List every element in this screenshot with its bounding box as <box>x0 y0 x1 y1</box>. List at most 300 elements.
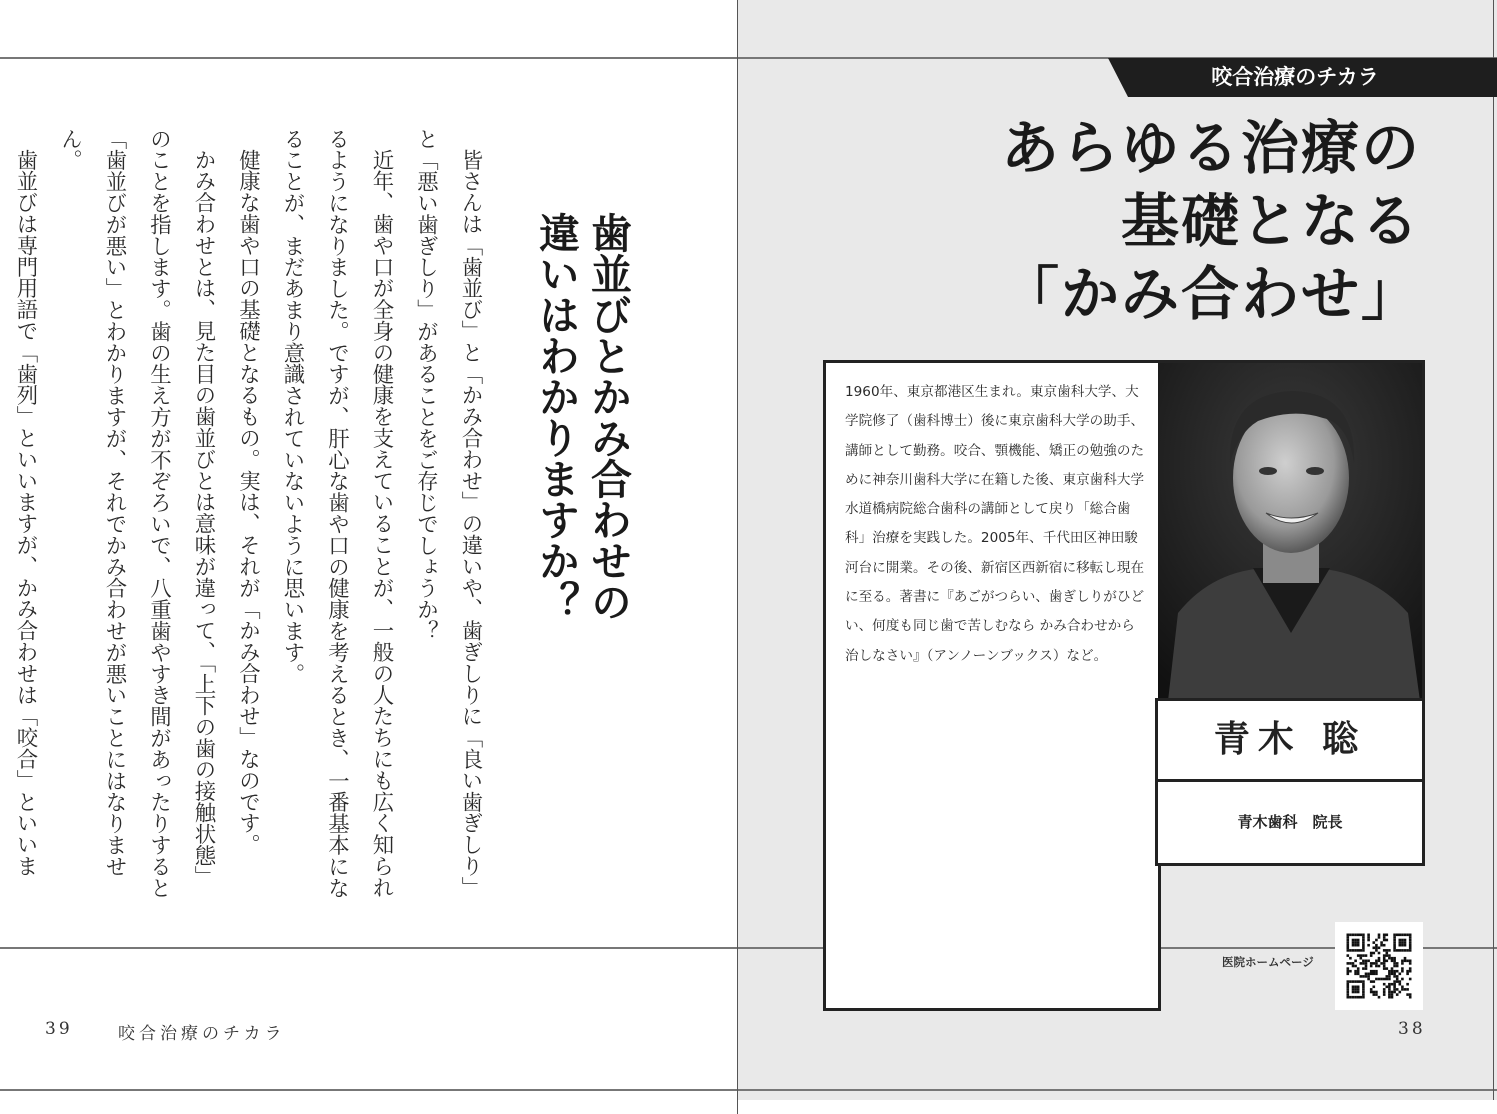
qr-module <box>1367 934 1370 937</box>
qr-module <box>1378 978 1381 981</box>
qr-module <box>1354 941 1357 944</box>
qr-module <box>1388 993 1391 996</box>
qr-module <box>1367 939 1370 942</box>
category-label: 咬合治療のチカラ <box>1211 65 1379 89</box>
qr-module <box>1393 944 1396 947</box>
qr-module <box>1409 944 1412 947</box>
qr-module <box>1373 952 1376 955</box>
profile-bio: 1960年、東京都港区生まれ。東京歯科大学、大学院修了（歯科博士）後に東京歯科大学の助手、講師として勤務。咬合、顎機能、矯正の勉強のために神奈川歯科大学に在籍した後、東京歯科大学水道橋病院総合歯科の講師として戻り「総合歯科」治療を実践した。2005年、千代田区神田駿河台に開業。その後、新宿区西新宿に移転し現在に至る。著書に『あごがつらい、歯ぎしりがひどい、何度も同じ歯で苦しむなら かみ合わせから治しなさい』（アンノーンブックス）など。 <box>845 384 1145 664</box>
qr-label: 医院ホームページ <box>1222 955 1314 969</box>
qr-module <box>1357 991 1360 994</box>
qr-module <box>1347 947 1350 950</box>
qr-module <box>1370 988 1373 991</box>
qr-module <box>1354 973 1357 976</box>
qr-module <box>1391 957 1394 960</box>
qr-module <box>1404 944 1407 947</box>
qr-module <box>1347 954 1350 957</box>
qr-module <box>1406 949 1409 952</box>
page-number-right: 38 <box>1398 1019 1426 1039</box>
qr-module <box>1388 975 1391 978</box>
qr-module <box>1378 952 1381 955</box>
qr-module <box>1347 944 1350 947</box>
qr-module <box>1375 949 1378 952</box>
qr-module <box>1357 967 1360 970</box>
qr-module <box>1391 960 1394 963</box>
qr-module <box>1347 934 1350 937</box>
qr-module <box>1365 967 1368 970</box>
qr-module <box>1347 936 1350 939</box>
qr-module <box>1352 934 1355 937</box>
qr-module <box>1393 949 1396 952</box>
qr-module <box>1357 996 1360 999</box>
qr-module <box>1391 970 1394 973</box>
qr-module <box>1378 936 1381 939</box>
qr-module <box>1404 988 1407 991</box>
qr-module <box>1404 934 1407 937</box>
qr-module <box>1362 944 1365 947</box>
qr-module <box>1388 970 1391 973</box>
body-text <box>13 128 492 900</box>
qr-module <box>1396 965 1399 968</box>
heading-line: 違いはわかりますか？ <box>532 212 580 622</box>
qr-module <box>1360 980 1363 983</box>
title-line: 基礎となる <box>1120 187 1421 255</box>
qr-module <box>1370 973 1373 976</box>
qr-module <box>1362 996 1365 999</box>
qr-module <box>1362 983 1365 986</box>
qr-module <box>1362 954 1365 957</box>
running-head: 咬合治療のチカラ <box>118 1024 286 1044</box>
qr-module <box>1357 934 1360 937</box>
qr-module <box>1357 954 1360 957</box>
qr-module <box>1354 980 1357 983</box>
qr-module <box>1373 986 1376 989</box>
qr-module <box>1375 973 1378 976</box>
portrait-photo <box>1158 360 1425 698</box>
qr-module <box>1391 991 1394 994</box>
qr-module <box>1393 980 1396 983</box>
qr-module <box>1393 939 1396 942</box>
qr-module <box>1362 947 1365 950</box>
qr-module <box>1360 996 1363 999</box>
qr-module <box>1399 939 1402 942</box>
qr-module <box>1354 960 1357 963</box>
qr-module <box>1409 967 1412 970</box>
qr-module <box>1354 939 1357 942</box>
qr-module <box>1375 965 1378 968</box>
qr-module <box>1375 970 1378 973</box>
qr-module <box>1383 934 1386 937</box>
qr-module <box>1373 993 1376 996</box>
qr-module <box>1393 962 1396 965</box>
qr-module <box>1391 973 1394 976</box>
qr-module <box>1373 962 1376 965</box>
qr-module <box>1349 980 1352 983</box>
qr-module <box>1352 991 1355 994</box>
title-line: あらゆる治療の <box>1000 114 1421 182</box>
qr-module <box>1360 957 1363 960</box>
qr-module <box>1354 944 1357 947</box>
qr-module <box>1378 960 1381 963</box>
qr-module <box>1347 970 1350 973</box>
qr-module <box>1383 993 1386 996</box>
qr-module <box>1404 960 1407 963</box>
qr-module <box>1399 991 1402 994</box>
qr-module <box>1380 962 1383 965</box>
qr-module <box>1367 936 1370 939</box>
qr-module <box>1383 954 1386 957</box>
qr-module <box>1370 952 1373 955</box>
qr-module <box>1383 978 1386 981</box>
qr-module <box>1401 934 1404 937</box>
qr-module <box>1367 944 1370 947</box>
qr-module <box>1406 988 1409 991</box>
qr-module <box>1406 983 1409 986</box>
qr-module <box>1354 934 1357 937</box>
portrait-image <box>1158 363 1425 698</box>
qr-module <box>1401 960 1404 963</box>
qr-module <box>1399 941 1402 944</box>
qr-module <box>1396 962 1399 965</box>
qr-module <box>1375 978 1378 981</box>
qr-module <box>1354 988 1357 991</box>
heading-line: 歯並びとかみ合わせの <box>584 212 632 622</box>
qr-module <box>1347 949 1350 952</box>
qr-module <box>1406 960 1409 963</box>
qr-module <box>1399 944 1402 947</box>
qr-module <box>1352 965 1355 968</box>
qr-module <box>1352 939 1355 942</box>
qr-module <box>1357 949 1360 952</box>
bottom-rule <box>0 1089 1497 1091</box>
qr-module <box>1386 975 1389 978</box>
qr-module <box>1370 970 1373 973</box>
qr-module <box>1365 965 1368 968</box>
qr-module <box>1365 975 1368 978</box>
qr-module <box>1362 986 1365 989</box>
qr-module <box>1362 975 1365 978</box>
qr-module <box>1396 978 1399 981</box>
qr-module <box>1383 949 1386 952</box>
qr-module <box>1347 993 1350 996</box>
qr-module <box>1362 941 1365 944</box>
qr-module <box>1396 988 1399 991</box>
qr-module <box>1386 952 1389 955</box>
qr-module <box>1360 975 1363 978</box>
qr-module <box>1383 991 1386 994</box>
qr-module <box>1365 962 1368 965</box>
qr-module <box>1404 957 1407 960</box>
qr-module <box>1383 957 1386 960</box>
qr-module <box>1388 954 1391 957</box>
qr-module <box>1360 949 1363 952</box>
qr-module <box>1391 967 1394 970</box>
qr-module <box>1409 936 1412 939</box>
qr-module <box>1388 949 1391 952</box>
qr-module <box>1352 949 1355 952</box>
qr-module <box>1388 973 1391 976</box>
qr-module <box>1383 965 1386 968</box>
qr-module <box>1360 962 1363 965</box>
qr-module <box>1349 996 1352 999</box>
qr-module <box>1349 962 1352 965</box>
paragraph: 皆さんは「歯並び」と「かみ合わせ」の違いや、歯ぎしりに「良い歯ぎしり」と「悪い歯ぎしり」があることをご存じでしょうか？ <box>413 128 483 899</box>
qr-module <box>1362 991 1365 994</box>
qr-module <box>1383 962 1386 965</box>
qr-module <box>1393 965 1396 968</box>
qr-module <box>1393 973 1396 976</box>
qr-module <box>1375 960 1378 963</box>
qr-module <box>1399 983 1402 986</box>
qr-module <box>1393 941 1396 944</box>
qr-module <box>1352 944 1355 947</box>
paragraph: 健康な歯や口の基礎となるもの。実は、それが「かみ合わせ」なのです。 <box>235 149 261 856</box>
qr-module <box>1388 988 1391 991</box>
qr-module <box>1409 962 1412 965</box>
qr-module <box>1362 949 1365 952</box>
qr-module <box>1357 939 1360 942</box>
qr-module <box>1393 936 1396 939</box>
qr-module <box>1401 949 1404 952</box>
page-number-left: 39 <box>45 1019 73 1039</box>
qr-module <box>1396 934 1399 937</box>
qr-module <box>1354 991 1357 994</box>
qr-module <box>1362 960 1365 963</box>
qr-module <box>1399 973 1402 976</box>
qr-module <box>1347 991 1350 994</box>
qr-module <box>1362 980 1365 983</box>
qr-module <box>1406 973 1409 976</box>
qr-module <box>1406 993 1409 996</box>
qr-module <box>1388 957 1391 960</box>
qr-module <box>1354 970 1357 973</box>
qr-module <box>1375 962 1378 965</box>
qr-module <box>1396 970 1399 973</box>
qr-module <box>1380 944 1383 947</box>
qr-module <box>1354 949 1357 952</box>
qr-module <box>1378 996 1381 999</box>
qr-module <box>1406 970 1409 973</box>
qr-module <box>1386 986 1389 989</box>
qr-module <box>1378 965 1381 968</box>
qr-module <box>1347 986 1350 989</box>
qr-module <box>1388 986 1391 989</box>
qr-module <box>1367 978 1370 981</box>
qr-module <box>1383 939 1386 942</box>
footer-rule <box>0 947 1497 949</box>
qr-module <box>1393 957 1396 960</box>
qr-module <box>1362 934 1365 937</box>
qr-module <box>1409 978 1412 981</box>
qr-module <box>1396 993 1399 996</box>
qr-module <box>1357 980 1360 983</box>
doctor-name: 青木 聡 <box>1155 698 1425 782</box>
qr-module <box>1401 978 1404 981</box>
qr-module <box>1380 978 1383 981</box>
qr-module <box>1388 991 1391 994</box>
qr-module <box>1354 965 1357 968</box>
qr-module <box>1396 980 1399 983</box>
qr-module <box>1401 988 1404 991</box>
qr-module <box>1386 949 1389 952</box>
qr-module <box>1409 947 1412 950</box>
qr-module <box>1357 973 1360 976</box>
qr-module <box>1362 993 1365 996</box>
section-heading <box>530 212 634 652</box>
qr-module <box>1409 993 1412 996</box>
qr-code-icon <box>1335 922 1423 1010</box>
qr-module <box>1383 960 1386 963</box>
qr-module <box>1349 934 1352 937</box>
qr-module <box>1347 980 1350 983</box>
qr-module <box>1393 983 1396 986</box>
qr-module <box>1352 980 1355 983</box>
qr-module <box>1362 988 1365 991</box>
qr-module <box>1383 944 1386 947</box>
qr-module <box>1373 941 1376 944</box>
qr-module <box>1347 988 1350 991</box>
qr-module <box>1367 973 1370 976</box>
qr-module <box>1370 954 1373 957</box>
qr-module <box>1365 954 1368 957</box>
qr-module <box>1409 970 1412 973</box>
qr-module <box>1349 970 1352 973</box>
qr-module <box>1409 960 1412 963</box>
qr-module <box>1388 978 1391 981</box>
paragraph: 歯並びは専門用語で「歯列」といいますが、かみ合わせは「咬合」といいま <box>13 149 38 877</box>
qr-module <box>1370 980 1373 983</box>
qr-module <box>1393 986 1396 989</box>
qr-module <box>1393 934 1396 937</box>
qr-module <box>1373 980 1376 983</box>
qr-module <box>1362 962 1365 965</box>
qr-module <box>1396 975 1399 978</box>
qr-module <box>1399 980 1402 983</box>
qr-module <box>1386 967 1389 970</box>
qr-module <box>1362 939 1365 942</box>
qr-module <box>1354 986 1357 989</box>
doctor-role: 青木歯科 院長 <box>1155 782 1425 866</box>
qr-module <box>1401 967 1404 970</box>
qr-module <box>1367 975 1370 978</box>
qr-module <box>1409 934 1412 937</box>
paragraph: 近年、歯や口が全身の健康を支えていることが、一般の人たちにも広く知られるようになりました。ですが、肝心な歯や口の健康を考えるとき、一番基本になることが、まだあまり意識されていないように思います。 <box>280 128 394 899</box>
gutter-line <box>737 0 738 1114</box>
qr-module <box>1375 939 1378 942</box>
qr-module <box>1386 939 1389 942</box>
qr-module <box>1352 988 1355 991</box>
qr-module <box>1357 986 1360 989</box>
qr-module <box>1378 957 1381 960</box>
qr-module <box>1386 978 1389 981</box>
qr-module <box>1404 941 1407 944</box>
qr-module <box>1375 944 1378 947</box>
qr-module <box>1393 970 1396 973</box>
qr-module <box>1370 965 1373 968</box>
qr-module <box>1362 936 1365 939</box>
qr-module <box>1378 947 1381 950</box>
qr-module <box>1352 941 1355 944</box>
qr-module <box>1399 949 1402 952</box>
qr-module <box>1360 934 1363 937</box>
qr-module <box>1375 947 1378 950</box>
title-line: 「かみ合わせ」 <box>1000 260 1421 328</box>
qr-module <box>1352 986 1355 989</box>
qr-module <box>1365 960 1368 963</box>
qr-module <box>1352 996 1355 999</box>
qr-module <box>1393 988 1396 991</box>
qr-module <box>1352 962 1355 965</box>
qr-module <box>1360 954 1363 957</box>
qr-module <box>1383 967 1386 970</box>
qr-module <box>1373 947 1376 950</box>
qr-module <box>1388 996 1391 999</box>
qr-module <box>1380 941 1383 944</box>
qr-module <box>1391 993 1394 996</box>
qr-module <box>1401 941 1404 944</box>
qr-module <box>1393 960 1396 963</box>
qr-module <box>1347 962 1350 965</box>
qr-module <box>1373 991 1376 994</box>
qr-module <box>1386 934 1389 937</box>
qr-module <box>1375 993 1378 996</box>
qr-module <box>1347 983 1350 986</box>
qr-module <box>1399 934 1402 937</box>
right-trim-line <box>1493 0 1494 1100</box>
qr-module <box>1386 960 1389 963</box>
qr-module <box>1396 949 1399 952</box>
qr-module <box>1367 960 1370 963</box>
qr-module <box>1386 954 1389 957</box>
paragraph: かみ合わせとは、見た目の歯並びとは意味が違って、「上下の歯の接触状態」のことを指します。歯の生え方が不ぞろいで、八重歯やすき間があったりすると「歯並びが悪い」とわかりますが、それでかみ合わせが悪いことにはなりません。 <box>57 128 216 899</box>
qr-module <box>1401 962 1404 965</box>
qr-module <box>1349 957 1352 960</box>
qr-module <box>1347 967 1350 970</box>
qr-module <box>1357 988 1360 991</box>
qr-module <box>1401 939 1404 942</box>
qr-module <box>1404 939 1407 942</box>
qr-module <box>1404 949 1407 952</box>
qr-module <box>1347 939 1350 942</box>
qr-module <box>1393 991 1396 994</box>
qr-module <box>1357 970 1360 973</box>
qr-module <box>1347 996 1350 999</box>
qr-module <box>1373 970 1376 973</box>
qr-module <box>1391 983 1394 986</box>
qr-module <box>1393 975 1396 978</box>
qr-module <box>1401 986 1404 989</box>
qr-module <box>1357 944 1360 947</box>
qr-module <box>1383 936 1386 939</box>
qr-module <box>1347 973 1350 976</box>
article-title <box>1001 112 1421 331</box>
qr-module <box>1362 967 1365 970</box>
qr-code[interactable] <box>1335 922 1423 1010</box>
qr-module <box>1401 944 1404 947</box>
qr-module <box>1406 934 1409 937</box>
qr-module <box>1391 996 1394 999</box>
qr-module <box>1373 973 1376 976</box>
qr-module <box>1409 941 1412 944</box>
qr-module <box>1347 941 1350 944</box>
qr-module <box>1375 991 1378 994</box>
qr-module <box>1409 939 1412 942</box>
qr-module <box>1378 934 1381 937</box>
qr-module <box>1349 949 1352 952</box>
qr-module <box>1354 996 1357 999</box>
qr-module <box>1388 983 1391 986</box>
qr-module <box>1409 996 1412 999</box>
